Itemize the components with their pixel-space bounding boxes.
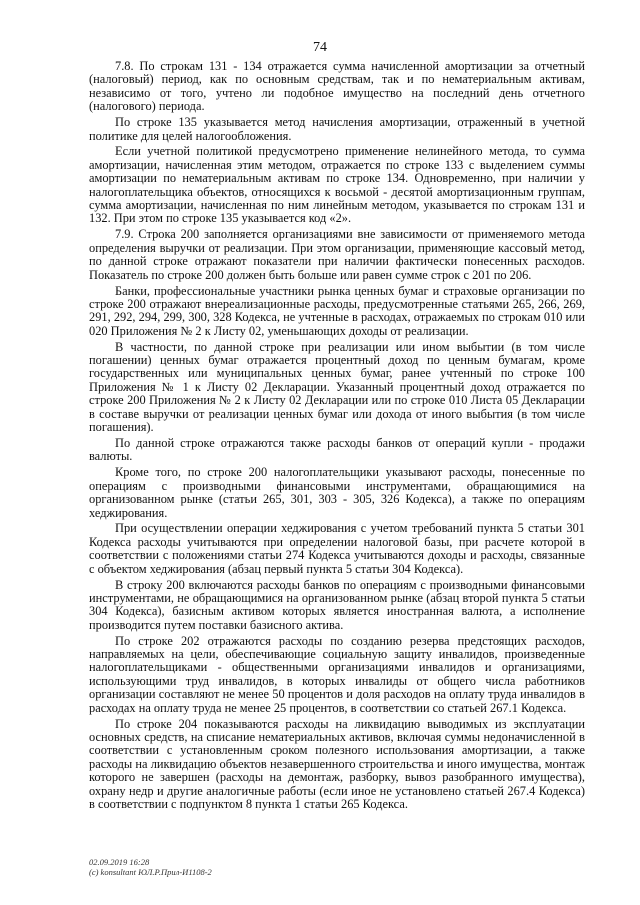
paragraph: В частности, по данной строке при реализации или ином выбытии (в том числе погашении) ценных бумаг отражается процентный доход по ценным бумагам, кроме государственных или муниципальных ценных бумаг, ранее учтенный по строке 100 Приложения № 1 к Листу 02 Декларации. Указанный процентный доход отражается по строке 200 Приложения № 2 к Листу 02 Декларации или по строке 010 Листа 05 Декларации в составе выручки от реализации ценных бумаг или дохода от иного выбытия (в том числе погашения). — [89, 339, 585, 435]
paragraph: 7.8. По строкам 131 - 134 отражается сумма начисленной амортизации за отчетный (налоговый) период, как по основным средствам, так и по нематериальным активам, независимо от того, учтено ли подобное имущество на последний день отчетного (налогового) периода. — [89, 59, 585, 114]
paragraph: По строке 202 отражаются расходы по созданию резерва предстоящих расходов, направляемых на цели, обеспечивающие социальную защиту инвалидов, произведенные налогоплательщиками - общественными организациями инвалидов и организациями, использующими труд инвалидов, в которых инвалиды от общего числа работников организации составляют не менее 50 процентов и доля расходов на оплату труда инвалидов в расходах на оплату труда не менее 25 процентов, в соответствии со статьей 267.1 Кодекса. — [89, 633, 585, 715]
paragraph: Банки, профессиональные участники рынка ценных бумаг и страховые организации по строке 200 отражают внереализационные расходы, предусмотренные статьями 265, 266, 269, 291, 292, 294, 299, 300, 328 Кодекса, не учтенные в расходах, отражаемых по строкам 010 или 020 Приложения № 2 к Листу 02, уменьшающих доходы от реализации. — [89, 283, 585, 338]
paragraph: 7.9. Строка 200 заполняется организациями вне зависимости от применяемого метода определения выручки от реализации. При этом организации, применяющие кассовый метод, по данной строке отражают показатели при наличии фактически понесенных расходов. Показатель по строке 200 должен быть больше или равен сумме строк с 201 по 206. — [89, 227, 585, 282]
paragraph: По строке 135 указывается метод начисления амортизации, отраженный в учетной политике для целей налогообложения. — [89, 115, 585, 143]
paragraph: По данной строке отражаются также расходы банков от операций купли - продажи валюты. — [89, 435, 585, 464]
paragraph: По строке 204 показываются расходы на ликвидацию выводимых из эксплуатации основных средств, на списание нематериальных активов, включая суммы недоначисленной в соответствии с установленным сроком полезного использования амортизации, а также расходы на ликвидацию объектов незавершенного строительства и иного имущества, монтаж которого не завершен (расходы на демонтаж, разборку, вывоз разобранного имущества), охрану недр и другие аналогичные работы (если иное не установлено статьей 267.4 Кодекса) в соответствии с подпунктом 8 пункта 1 статьи 265 Кодекса. — [89, 716, 585, 812]
paragraph: Если учетной политикой предусмотрено применение нелинейного метода, то сумма амортизации, начисленная этим методом, отражается по строке 133 с выделением суммы амортизации по нематериальным активам по строке 134. Одновременно, при наличии у налогоплательщика объектов, относящихся к восьмой - десятой амортизационным группам, сумма амортизации, начисленная по ним линейным методом, указывается по строкам 131 и 132. При этом по строке 135 указывается код «2». — [89, 144, 585, 226]
footer-source: (c) konsultant ЮЛ.Р.Прил-И1108-2 — [89, 867, 212, 877]
paragraph: В строку 200 включаются расходы банков по операциям с производными финансовыми инструментами, не обращающимися на организованном рынке (абзац второй пункта 5 статьи 304 Кодекса), базисным активом которых является иностранная валюта, а исполнение производится путем поставки базисного актива. — [89, 577, 585, 632]
page-number: 74 — [313, 40, 327, 55]
footer-timestamp: 02.09.2019 16:28 — [89, 857, 150, 867]
paragraph: При осуществлении операции хеджирования с учетом требований пункта 5 статьи 301 Кодекса расходы учитываются при определении налоговой базы, при расчете которой в соответствии с положениями статьи 274 Кодекса учитываются доходы и расходы, связанные с объектом хеджирования (абзац первый пункта 5 статьи 304 Кодекса). — [89, 521, 585, 576]
paragraph: Кроме того, по строке 200 налогоплательщики указывают расходы, понесенные по операциям с производными финансовыми инструментами, обращающимися на организованном рынке (статьи 265, 301, 303 - 305, 326 Кодекса), а также по операциям хеджирования. — [89, 465, 585, 520]
page-footer — [89, 857, 212, 877]
document-body — [89, 60, 585, 814]
